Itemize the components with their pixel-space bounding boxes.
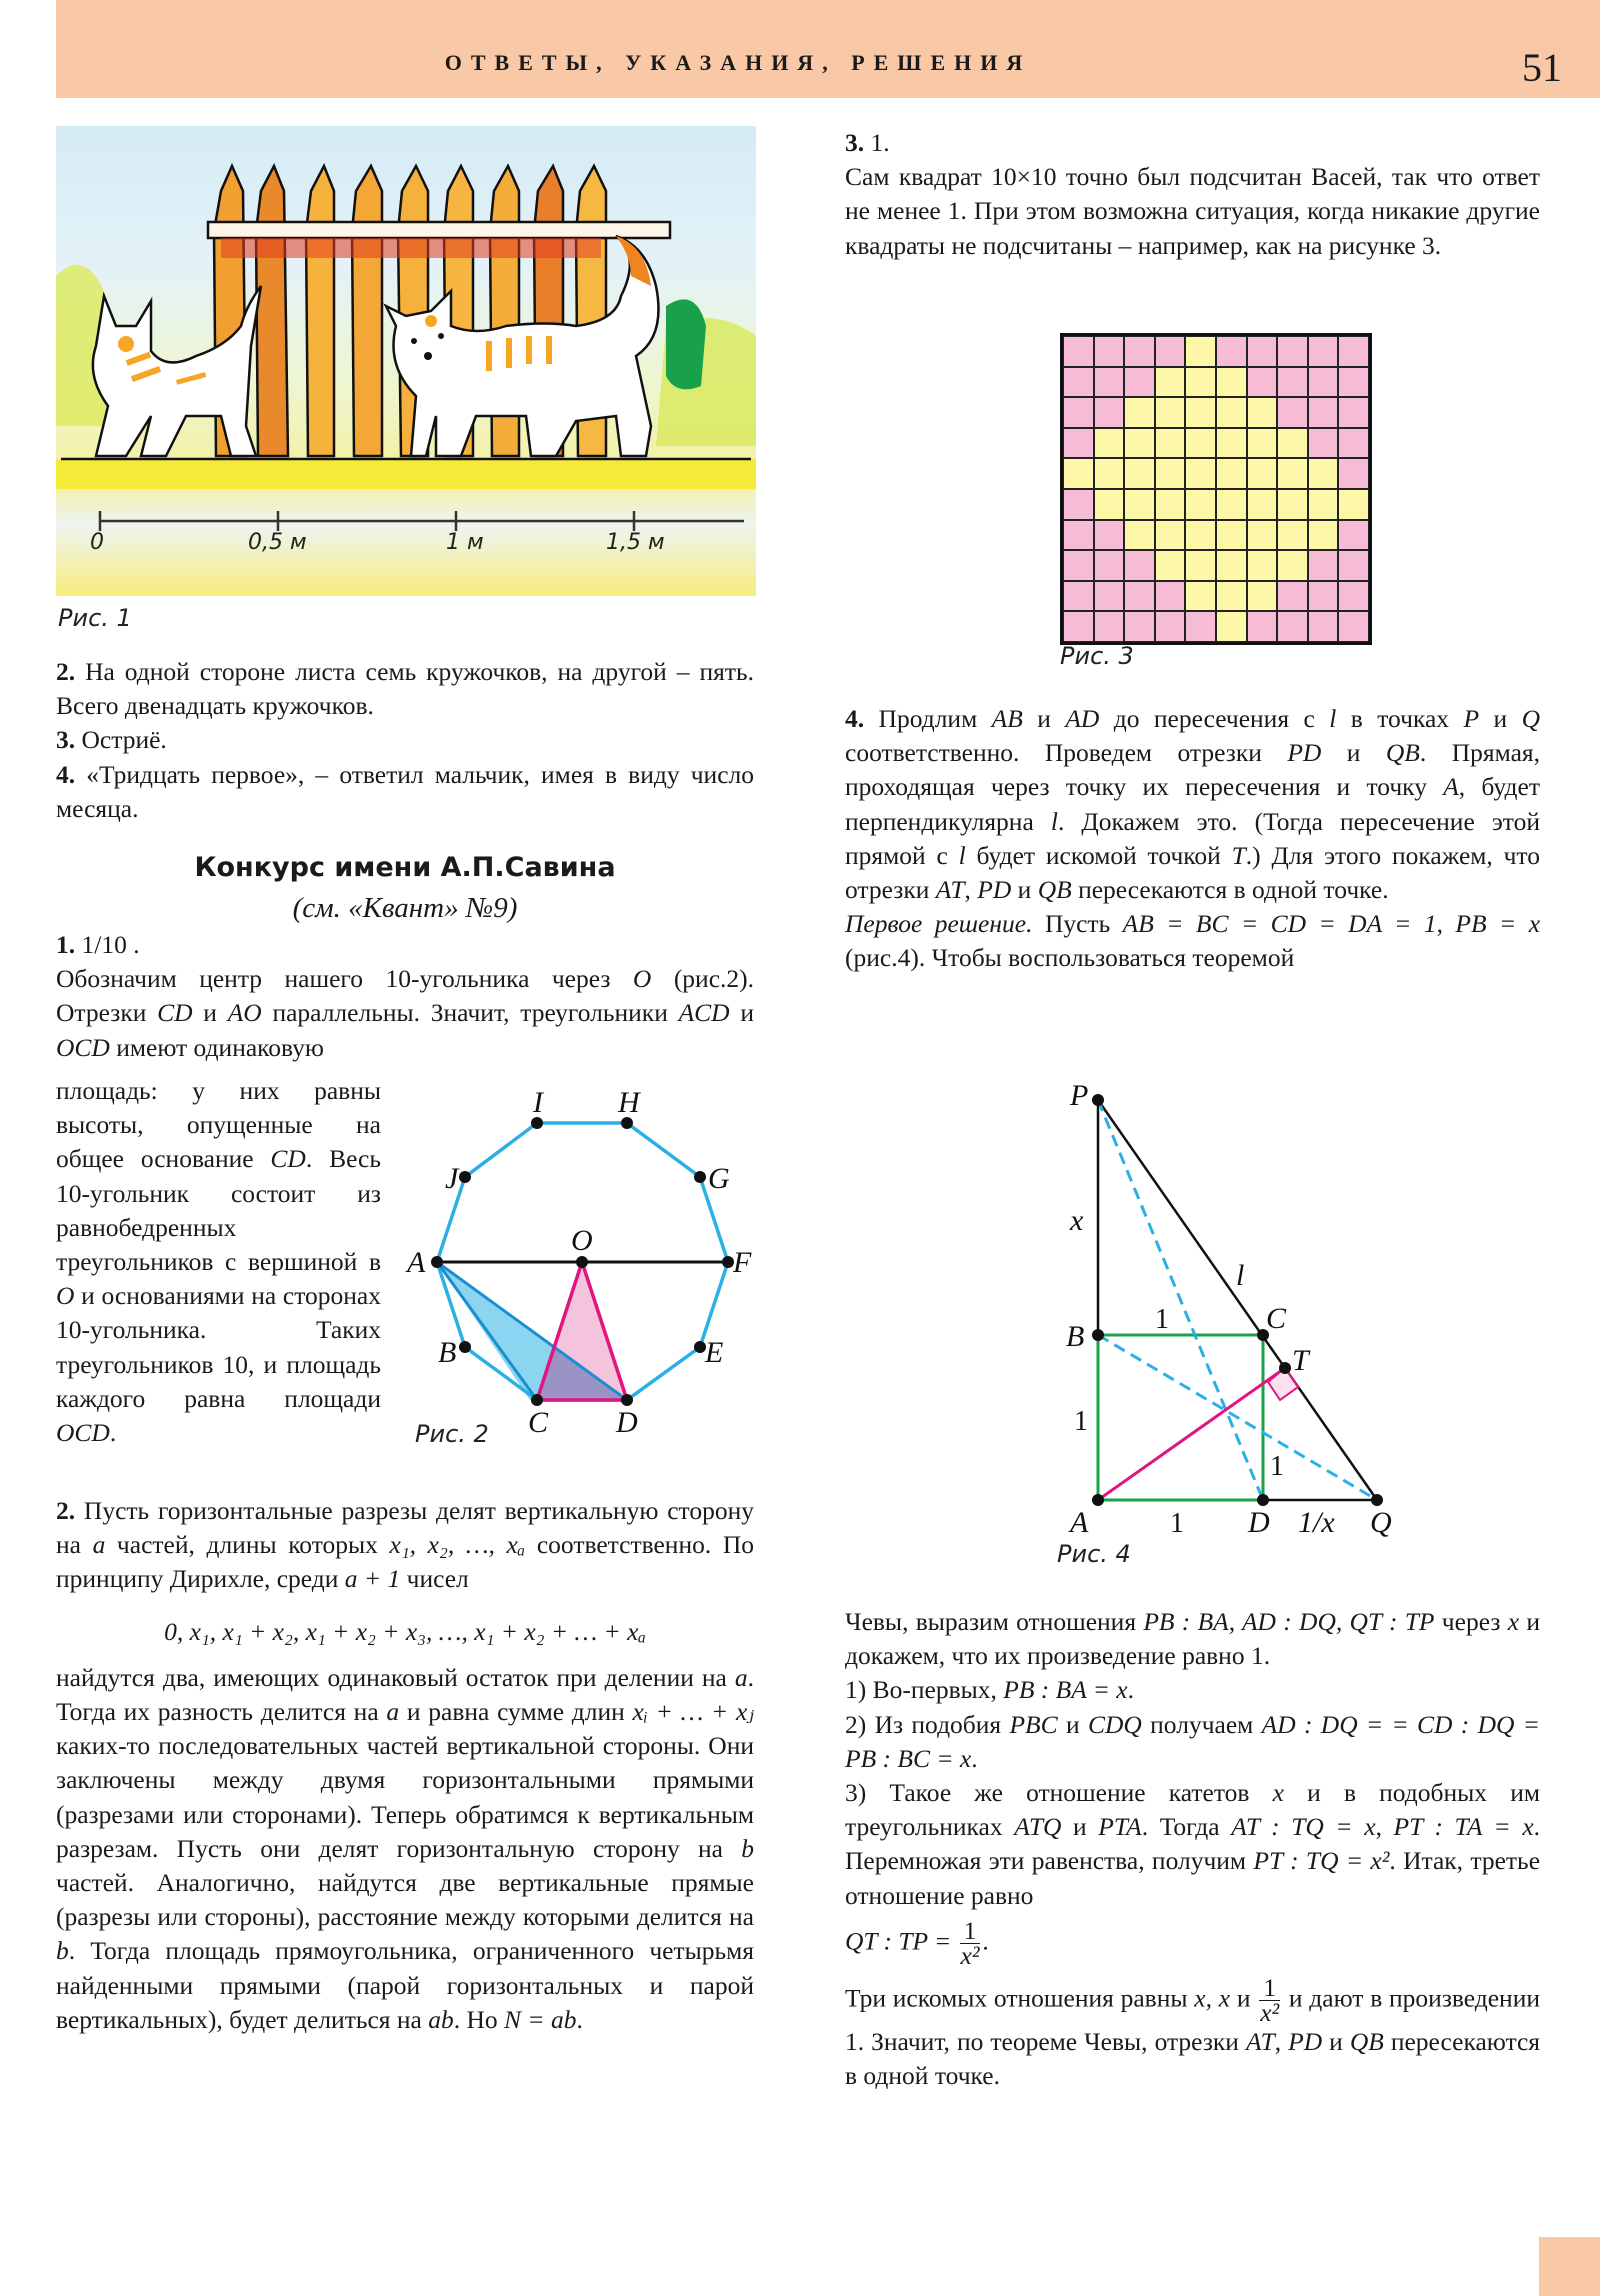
grid-cell <box>1247 397 1278 428</box>
grid-cell <box>1094 581 1125 612</box>
grid-cell <box>1094 397 1125 428</box>
grid-cell <box>1185 428 1216 459</box>
grid-cell <box>1216 550 1247 581</box>
grid-cell <box>1247 367 1278 398</box>
grid-cell <box>1155 397 1186 428</box>
label-E: E <box>705 1336 724 1369</box>
grid-cell <box>1338 581 1369 612</box>
grid-cell <box>1308 611 1339 642</box>
grid-cell <box>1216 611 1247 642</box>
grid-cell <box>1185 367 1216 398</box>
label-bc: 1 <box>1155 1304 1169 1335</box>
grid-cell <box>1185 550 1216 581</box>
label-H: H <box>618 1086 640 1119</box>
grid-cell <box>1216 520 1247 551</box>
grid-cell <box>1094 520 1125 551</box>
figure-3-caption: Рис. 3 <box>1060 642 1134 670</box>
page-number: 51 <box>1522 45 1562 90</box>
grid-cell <box>1124 520 1155 551</box>
grid-cell <box>1277 397 1308 428</box>
figure-1-illustration <box>56 126 756 596</box>
answer-2: 2. На одной стороне листа семь кружочков, на другой – пять. Всего двенадцать кружочков. <box>56 657 754 721</box>
grid-cell <box>1338 458 1369 489</box>
label-B: B <box>1066 1320 1085 1353</box>
problem-3: 3. 1. Сам квадрат 10×10 точно был подсчитан Васей, так что ответ не менее 1. При этом возможна ситуация, когда никакие другие квадраты не подсчитаны – например, как на рисунке 3. <box>845 128 1540 260</box>
grid-cell <box>1124 489 1155 520</box>
grid-cell <box>1338 428 1369 459</box>
grid-cell <box>1155 336 1186 367</box>
grid-cell <box>1216 336 1247 367</box>
answer-4: 4. «Тридцать первое», – ответил мальчик, имея в виду число месяца. <box>56 759 754 823</box>
grid-cell <box>1247 581 1278 612</box>
grid-cell <box>1338 336 1369 367</box>
scale-label-0: 0 <box>90 530 104 555</box>
grid-cell <box>1155 489 1186 520</box>
page-header <box>56 0 1600 98</box>
grid-cell <box>1216 397 1247 428</box>
grid-cell <box>1308 397 1339 428</box>
grid-cell <box>1155 550 1186 581</box>
grid-cell <box>1247 520 1278 551</box>
grid-cell <box>1094 336 1125 367</box>
grid-cell <box>1094 550 1125 581</box>
grid-cell <box>1338 520 1369 551</box>
figure-4-caption: Рис. 4 <box>1057 1540 1131 1568</box>
figure-4-diagram <box>1030 1060 1450 1560</box>
first-solution-label: Первое решение. <box>845 909 1033 939</box>
grid-cell <box>1308 489 1339 520</box>
figure-3-grid <box>1060 333 1372 645</box>
grid-cell <box>1338 611 1369 642</box>
label-A: A <box>1070 1506 1089 1539</box>
cats-fence-illustration <box>56 126 756 596</box>
grid-cell <box>1124 428 1155 459</box>
grid-cell <box>1277 428 1308 459</box>
grid-cell <box>1338 489 1369 520</box>
problem-4: 4. Продлим AB и AD до пересечения с l в точках P и Q соответственно. Проведем отрезки PD и QB. Прямая, проходящая через точку их пересечения и точку A, будет перпендикулярна l. Докажем это. (Тогда пересечение этой прямой с l будет искомой точкой T.) Для этого покажем, что отрезки AT, PD и QB пересекаются в одной точке. Первое решение. Пусть AB = BC = CD = DA = 1, PB = x (рис.4). Чтобы воспользоваться теоремой <box>845 704 1541 973</box>
grid-cell <box>1308 367 1339 398</box>
grid-cell <box>1063 397 1094 428</box>
grid-cell <box>1308 336 1339 367</box>
grid-cell <box>1124 611 1155 642</box>
section-title: Конкурс имени А.П.Савина <box>194 852 616 884</box>
grid-cell <box>1063 611 1094 642</box>
label-cd: 1 <box>1270 1451 1284 1482</box>
grid-cell <box>1308 520 1339 551</box>
page-corner-tab <box>1539 2237 1600 2296</box>
label-C: C <box>1266 1302 1287 1335</box>
grid-cell <box>1185 397 1216 428</box>
grid-cell <box>1247 336 1278 367</box>
grid-cell <box>1216 458 1247 489</box>
grid-cell <box>1155 581 1186 612</box>
label-ad: 1 <box>1170 1508 1184 1539</box>
label-D: D <box>1248 1506 1270 1539</box>
grid-cell <box>1185 489 1216 520</box>
grid-cell <box>1277 550 1308 581</box>
grid-cell <box>1124 367 1155 398</box>
fraction: $\frac{1}{\text{x²}}$ <box>1260 1972 1280 2027</box>
grid-cell <box>1247 611 1278 642</box>
grid-cell <box>1063 581 1094 612</box>
grid-cell <box>1308 550 1339 581</box>
problem-1-text-top: Обозначим центр нашего 10-угольника через O (рис.2). Отрезки CD и AO параллельны. Значит, треугольники ACD и OCD имеют одинаковую <box>56 964 755 1062</box>
grid-cell <box>1308 458 1339 489</box>
label-J: J <box>445 1162 459 1195</box>
label-D: D <box>616 1406 638 1439</box>
grid-cell <box>1094 458 1125 489</box>
grid-cell <box>1277 581 1308 612</box>
grid-cell <box>1338 550 1369 581</box>
label-F: F <box>733 1246 752 1279</box>
grid-cell <box>1277 458 1308 489</box>
label-C: C <box>528 1406 549 1439</box>
grid-cell <box>1185 458 1216 489</box>
left-column <box>56 655 754 1065</box>
first-solution-proof: Чевы, выразим отношения PB : BA, AD : DQ, QT : TP через x и докажем, что их произведение равно 1. 1) Во-первых, PB : BA = x. 2) Из подобия PBC и CDQ получаем AD : DQ = = CD : DQ = PB : BC = x. 3) Такое же отношение катетов x и в подобных им треугольниках ATQ и PTA. Тогда AT : TQ = x, PT : TA = x. Перемножая эти равенства, получим PT : TQ = x². Итак, третье отношение равно QT : TP = $\frac{1}{\text{x²}}$ . Три искомых отношения равны x, x и $\frac{1}{\text{x²}}$ и дают в произведении 1. Значит, по теореме Чевы, отрезки AT, PD и QB пересекаются в одной точке. <box>845 1607 1541 2091</box>
grid-cell <box>1155 520 1186 551</box>
fraction: $\frac{1}{\text{x²}}$ <box>960 1915 980 1970</box>
label-x: x <box>1070 1204 1084 1237</box>
label-P: P <box>1070 1079 1089 1112</box>
grid-cell <box>1277 336 1308 367</box>
answer-3: 3. Остриё. <box>56 725 167 755</box>
label-T: T <box>1292 1344 1309 1377</box>
grid-cell <box>1277 611 1308 642</box>
grid-cell <box>1308 428 1339 459</box>
grid-cell <box>1216 367 1247 398</box>
grid-cell <box>1063 520 1094 551</box>
grid-cell <box>1155 428 1186 459</box>
grid-cell <box>1094 367 1125 398</box>
grid-cell <box>1155 458 1186 489</box>
label-B: B <box>438 1336 457 1369</box>
problem-1-answer: 1. 1/10 . <box>56 930 140 960</box>
label-Q: Q <box>1370 1506 1392 1539</box>
grid-cell <box>1094 489 1125 520</box>
grid-cell <box>1216 489 1247 520</box>
grid-cell <box>1155 611 1186 642</box>
grid-cell <box>1247 428 1278 459</box>
grid-cell <box>1216 581 1247 612</box>
grid-cell <box>1308 581 1339 612</box>
label-G: G <box>708 1162 730 1195</box>
label-I: I <box>533 1086 543 1119</box>
grid-cell <box>1277 520 1308 551</box>
grid-cell <box>1338 367 1369 398</box>
grid-cell <box>1063 550 1094 581</box>
grid-cell <box>1247 550 1278 581</box>
scale-label-05: 0,5 м <box>248 530 307 555</box>
label-A: A <box>407 1246 426 1279</box>
running-title: ОТВЕТЫ, УКАЗАНИЯ, РЕШЕНИЯ <box>444 50 1032 75</box>
grid-cell <box>1247 489 1278 520</box>
grid-cell <box>1063 336 1094 367</box>
grid-cell <box>1063 489 1094 520</box>
figure-2-caption: Рис. 2 <box>415 1420 489 1448</box>
grid-cell <box>1124 550 1155 581</box>
grid-cell <box>1063 458 1094 489</box>
grid-cell <box>1185 520 1216 551</box>
grid-cell <box>1338 397 1369 428</box>
label-dq: 1/x <box>1298 1506 1335 1539</box>
grid-cell <box>1063 367 1094 398</box>
grid-cell <box>1185 611 1216 642</box>
grid-cell <box>1185 581 1216 612</box>
scale-label-1: 1 м <box>446 530 484 555</box>
grid-cell <box>1094 428 1125 459</box>
figure-2-decagon <box>400 1080 770 1450</box>
grid-cell <box>1185 336 1216 367</box>
grid-cell <box>1247 458 1278 489</box>
grid-cell <box>1277 489 1308 520</box>
label-ab: 1 <box>1074 1406 1088 1437</box>
grid-cell <box>1277 367 1308 398</box>
figure-1-caption: Рис. 1 <box>58 604 132 632</box>
grid-cell <box>1094 611 1125 642</box>
grid-cell <box>1063 428 1094 459</box>
label-O: O <box>571 1224 593 1257</box>
section-subtitle: (см. «Квант» №9) <box>292 892 518 925</box>
grid-cell <box>1155 367 1186 398</box>
grid-cell <box>1124 336 1155 367</box>
problem-1-text-wrap: площадь: у них равны высоты, опущенные на общее основание CD. Весь 10-угольник состоит из равнобедренных треугольников с вершиной в O и основаниями на сторонах 10-угольника. Таких треугольников 10, и площадь каждого равна площади OCD. <box>56 1076 381 1448</box>
grid-cell <box>1216 428 1247 459</box>
problem-2: 2. Пусть горизонтальные разрезы делят вертикальную сторону на a частей, длины которых x₁, x₂, …, xₐ соответственно. По принципу Дирихле, среди a + 1 чисел 0, x₁, x₁ + x₂, x₁ + x₂ + x₃, …, x₁ + x₂ + … + xₐ найдутся два, имеющих одинаковый остаток при делении на a. Тогда их разность делится на a и равна сумме длин xᵢ + … + xⱼ каких-то последовательных частей вертикальной стороны. Они заключены между двумя горизонтальными прямыми (разрезами или сторонами). Теперь обратимся к вертикальным разрезам. Пусть они делят горизонтальную сторону на b частей. Аналогично, найдутся две вертикальные прямые (разрезы или стороны), расстояние между которыми делится на b. Тогда площадь прямоугольника, ограниченного четырьмя найденными прямыми (парой горизонтальных и парой вертикальных), будет делиться на ab. Но N = ab. <box>56 1496 755 2034</box>
label-l: l <box>1236 1259 1245 1292</box>
grid-cell <box>1124 397 1155 428</box>
grid-cell <box>1124 458 1155 489</box>
grid-cell <box>1124 581 1155 612</box>
sequence-formula: 0, x₁, x₁ + x₂, x₁ + x₂ + x₃, …, x₁ + x₂ + … + xₐ <box>164 1616 646 1646</box>
scale-label-15: 1,5 м <box>606 530 665 555</box>
